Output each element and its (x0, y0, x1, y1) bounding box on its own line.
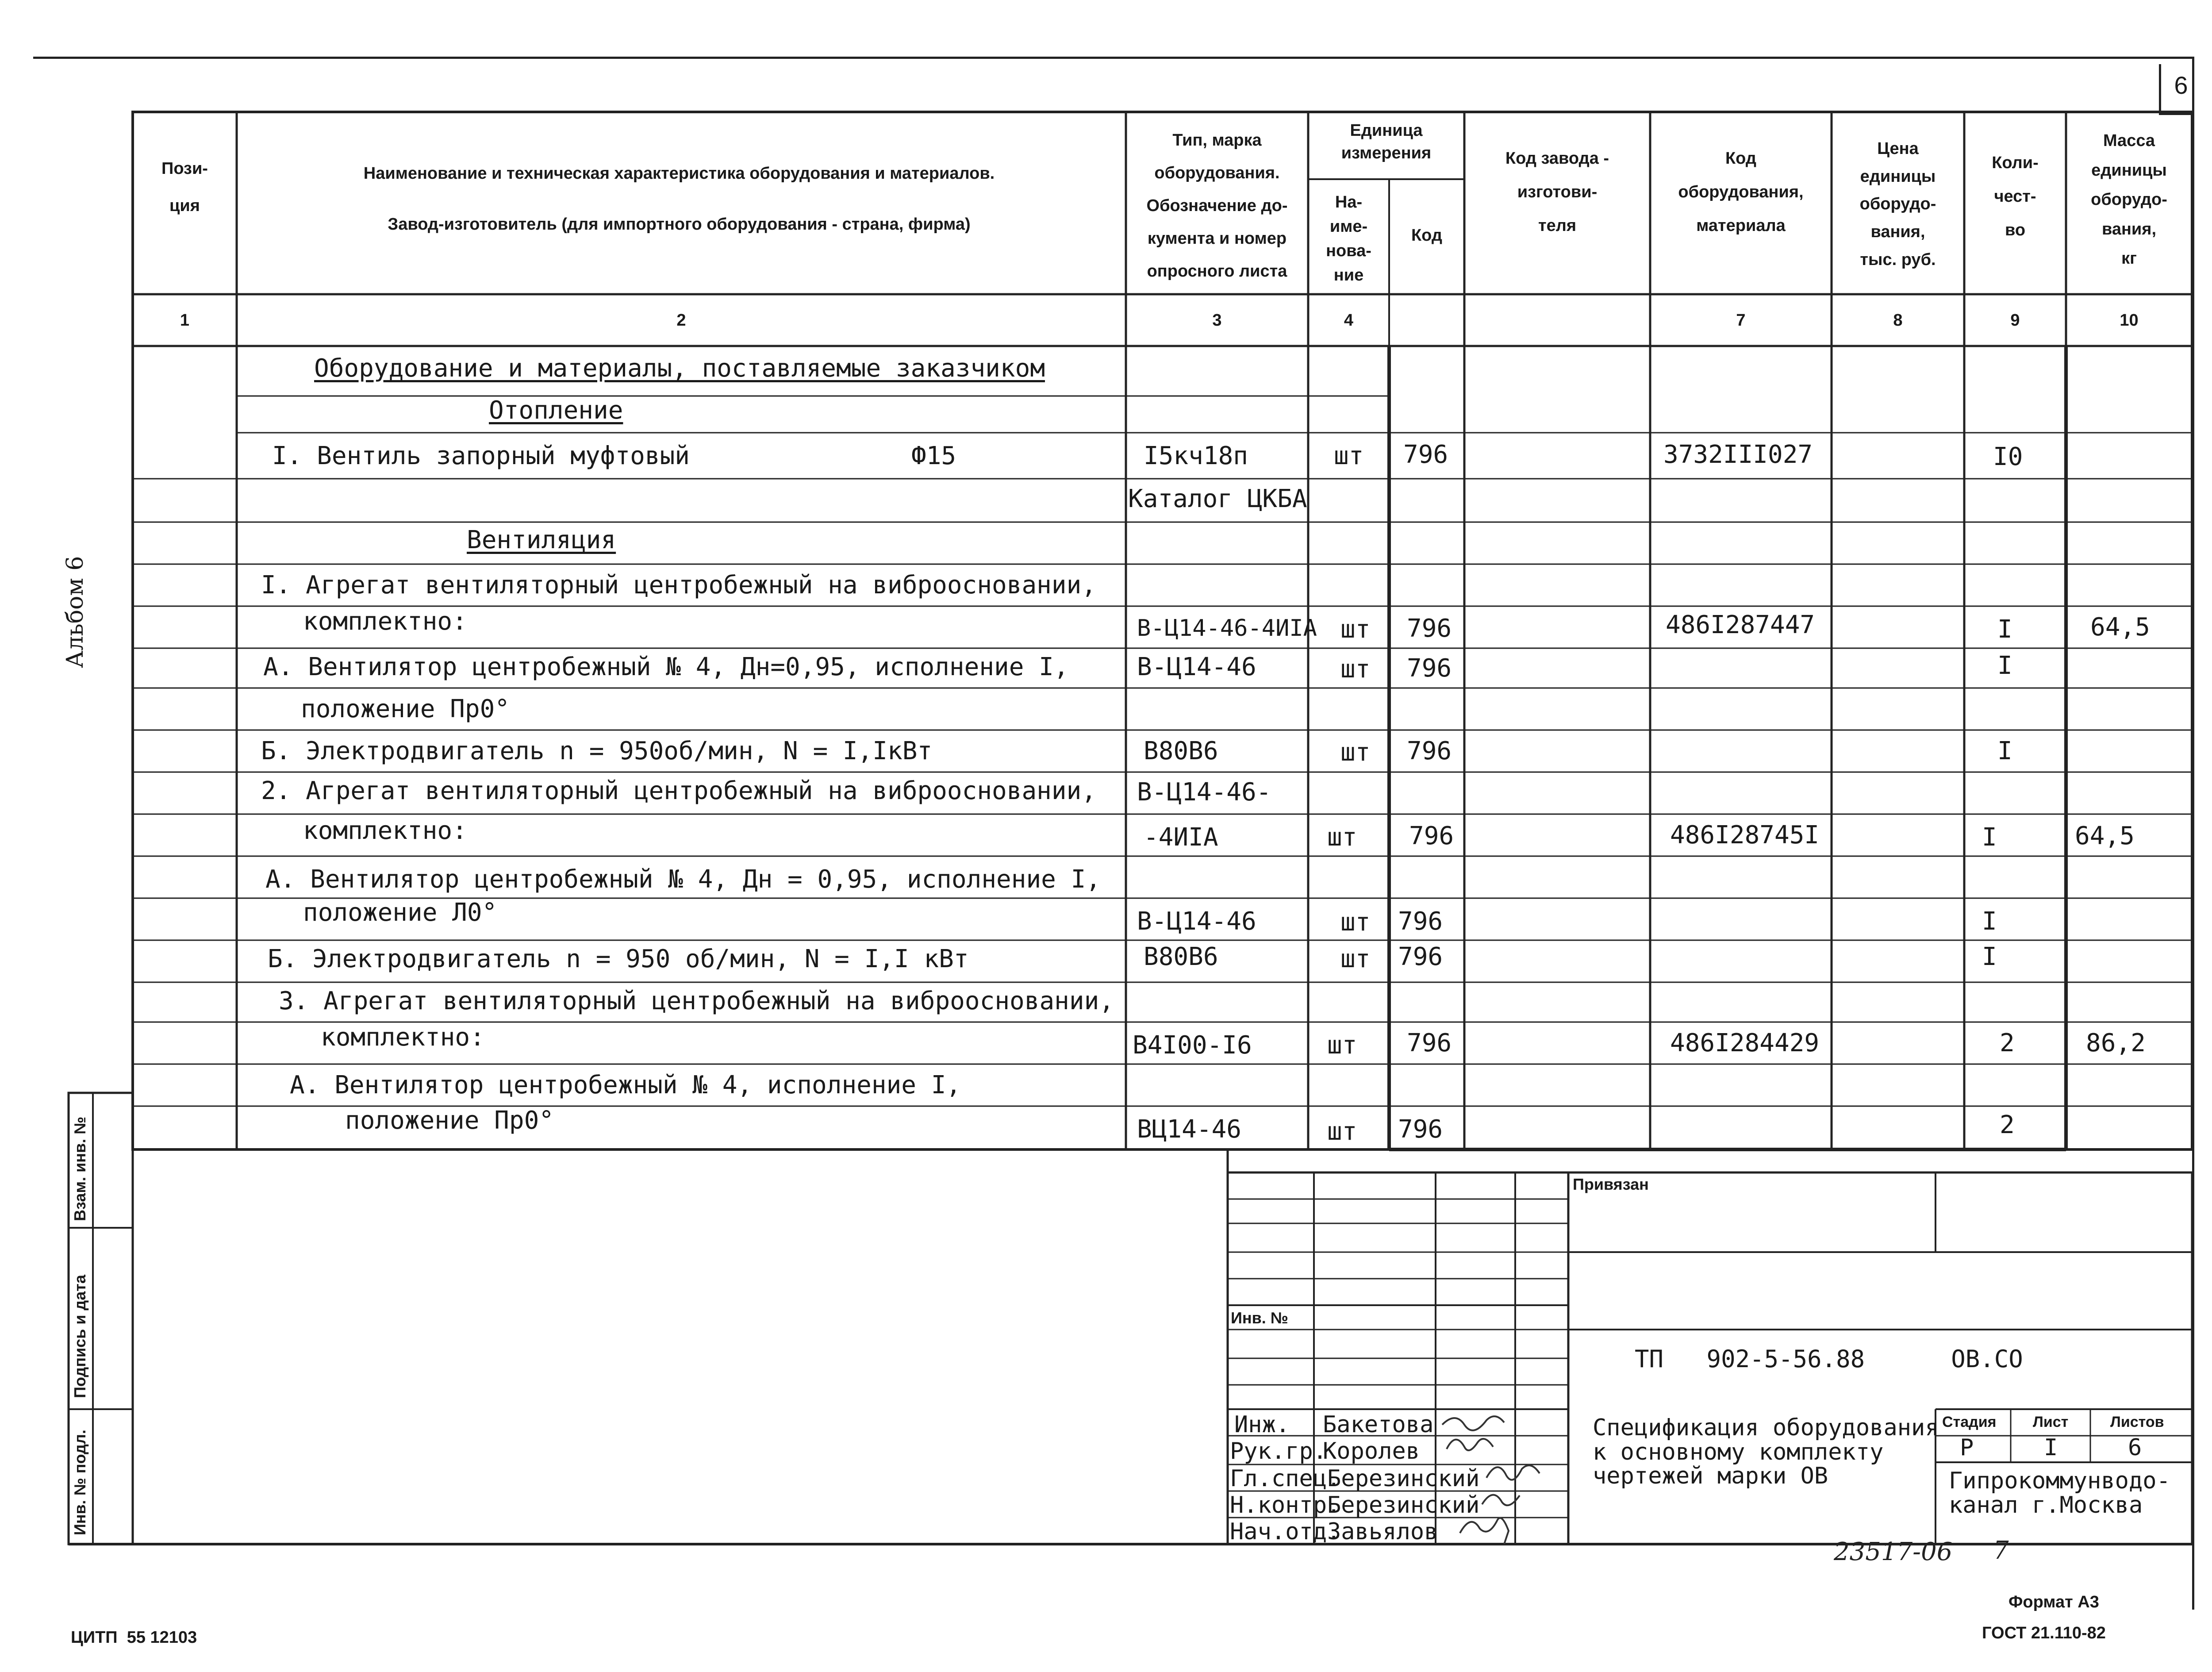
header-position: Пози- ция (161, 159, 208, 215)
row-motor2-code: 796 (1398, 942, 1443, 971)
sheet-number: 6 (2174, 71, 2188, 99)
row-motor2-unit: шт (1340, 945, 1371, 973)
row-motor1-unit: шт (1340, 738, 1371, 767)
row-fan1-type: В-Ц14-46 (1137, 653, 1256, 681)
side-stamp-vzam-inv: Взам. инв. № (71, 1116, 89, 1221)
row-catalog-type: Каталог ЦКБА (1128, 484, 1307, 513)
row-fan1-name: А. Вентилятор центробежный № 4, Дн=0,95, исполнение I, (263, 653, 1069, 681)
signer-name-5: Завьялов (1327, 1518, 1438, 1545)
section-title-customer: Оборудование и материалы, поставляемые заказчиком (314, 354, 1045, 383)
row-aggregate2-eq-code: 486I28745I (1670, 821, 1820, 849)
signer-role-3: Гл.спец. (1230, 1465, 1341, 1492)
col-number-9: 9 (2010, 311, 2020, 330)
side-stamp-signature-date: Подпись и дата (71, 1275, 89, 1398)
header-factory-code: Код завода - изготови- теля (1505, 149, 1609, 235)
header-unit-name: На- име- нова- ние (1326, 193, 1371, 285)
row-fan3-code: 796 (1398, 1115, 1443, 1144)
signature-scribbles (1433, 1407, 1579, 1549)
col-number-10: 10 (2120, 311, 2139, 330)
signer-role-1: Инж. (1234, 1411, 1290, 1438)
privyazan-label: Привязан (1573, 1175, 1649, 1193)
header-unit: Единица измерения (1341, 121, 1432, 163)
col-number-8: 8 (1893, 311, 1903, 330)
col-number-7: 7 (1736, 311, 1746, 330)
header-price: Цена единицы оборудо- вания, тыс. руб. (1859, 139, 1936, 269)
row-aggregate2-name: 2. Агрегат вентиляторный центробежный на виброосновании, (261, 776, 1097, 805)
row-motor2-qty: I (1982, 942, 1997, 971)
row-fan1-qty: I (1997, 651, 2012, 680)
inv-no-label: Инв. № (1231, 1309, 1288, 1327)
row-aggregate2-unit: шт (1327, 823, 1357, 852)
row-fan1-code: 796 (1407, 654, 1452, 683)
signer-name-4: Березинский (1327, 1492, 1480, 1518)
row-aggregate2-code: 796 (1409, 822, 1454, 850)
row-aggregate1-eq-code: 486I287447 (1666, 611, 1815, 639)
row-fan2-code: 796 (1398, 907, 1443, 936)
header-type: Тип, марка оборудования. Обозначение до- кумента и номер опросного листа (1146, 131, 1288, 281)
row-aggregate2-type1: В-Ц14-46- (1137, 778, 1271, 807)
row-aggregate3-complete: комплектно: (321, 1023, 485, 1052)
col-number-2: 2 (676, 311, 686, 330)
header-name-line1: Наименование и техническая характеристика оборудования и материалов. (363, 164, 995, 183)
row-fan2-type: В-Ц14-46 (1137, 907, 1256, 936)
row-valve-eq-code: 3732III027 (1663, 440, 1813, 469)
row-fan1-unit: шт (1340, 655, 1371, 684)
row-aggregate1-complete: комплектно: (303, 607, 467, 636)
side-stamp-inv-podl: Инв. № подл. (71, 1430, 89, 1535)
row-aggregate3-name: 3. Агрегат вентиляторный центробежный на виброосновании, (279, 987, 1114, 1015)
row-aggregate1-code: 796 (1407, 614, 1452, 643)
row-aggregate3-type: В4I00-I6 (1133, 1031, 1252, 1060)
row-fan3-type: ВЦ14-46 (1137, 1115, 1242, 1144)
gost-label: ГОСТ 21.110-82 (1982, 1624, 2106, 1642)
stamp-cipt: ЦИТП 55 12103 (71, 1628, 197, 1647)
row-aggregate2-mass: 64,5 (2075, 822, 2135, 850)
row-aggregate3-mass: 86,2 (2086, 1029, 2146, 1057)
row-aggregate2-complete: комплектно: (303, 816, 467, 845)
handwritten-number: 23517-06 (1834, 1537, 1953, 1566)
row-aggregate1-name: I. Агрегат вентиляторный центробежный на виброосновании, (261, 571, 1097, 600)
doc-code: ТП 902-5-56.88 ОВ.СО (1635, 1345, 2023, 1373)
col-number-3: 3 (1212, 311, 1222, 330)
signer-name-3: Березинский (1327, 1465, 1480, 1492)
album-label: Альбом 6 (62, 556, 88, 668)
row-fan2-unit: шт (1340, 908, 1371, 937)
row-motor1-name: Б. Электродвигатель n = 950об/мин, N = I,IкВт (261, 737, 933, 765)
row-valve-unit: шт (1334, 442, 1364, 470)
row-motor2-name: Б. Электродвигатель n = 950 об/мин, N = I,I кВт (268, 945, 969, 973)
row-fan2-qty: I (1982, 907, 1997, 936)
header-equipment-code: Код оборудования, материала (1678, 149, 1804, 235)
header-quantity: Коли- чест- во (1992, 154, 2039, 239)
row-aggregate1-mass: 64,5 (2090, 613, 2150, 642)
signer-name-2: Королев (1323, 1438, 1420, 1464)
sheets-value: 6 (2128, 1434, 2142, 1461)
sheet-value: I (2044, 1434, 2058, 1461)
row-aggregate1-type: В-Ц14-46-4ИIA (1137, 615, 1317, 642)
header-name-line2: Завод-изготовитель (для импортного оборудования - страна, фирма) (388, 215, 971, 234)
section-heating: Отопление (489, 396, 623, 425)
row-valve-type: I5кч18п (1144, 442, 1248, 470)
row-fan1-position: положение Пр0° (301, 695, 510, 723)
row-valve-diameter: Ф15 (911, 442, 956, 470)
signer-name-1: Бакетова (1323, 1411, 1434, 1438)
signer-role-2: Рук.гр. (1230, 1438, 1327, 1464)
signer-role-5: Нач.отд. (1230, 1518, 1341, 1545)
row-fan2-position: положение Л0° (303, 898, 497, 927)
row-motor1-qty: I (1997, 737, 2012, 765)
row-aggregate1-unit: шт (1340, 615, 1371, 644)
row-aggregate1-qty: I (1997, 615, 2012, 644)
stage-value: Р (1960, 1434, 1974, 1461)
handwritten-sheet: 7 (1993, 1536, 2009, 1565)
sheet-label: Лист (2033, 1414, 2069, 1430)
section-ventilation: Вентиляция (467, 526, 616, 554)
sheets-label: Листов (2110, 1414, 2164, 1430)
row-fan2-name: А. Вентилятор центробежный № 4, Дн = 0,95, исполнение I, (265, 865, 1101, 894)
signer-role-4: Н.контр. (1230, 1492, 1341, 1518)
header-mass: Масса единицы оборудо- вания, кг (2091, 131, 2167, 268)
row-fan3-name: А. Вентилятор центробежный № 4, исполнение I, (290, 1071, 961, 1099)
row-aggregate3-eq-code: 486I284429 (1670, 1029, 1820, 1057)
row-fan3-qty: 2 (2000, 1111, 2015, 1139)
row-motor1-code: 796 (1407, 737, 1452, 765)
row-valve-qty: I0 (1993, 442, 2023, 471)
row-aggregate2-qty: I (1982, 823, 1997, 852)
spec-title: Спецификация оборудования к основному комплекту чертежей марки ОВ (1593, 1414, 1939, 1490)
col-number-4: 4 (1344, 311, 1354, 330)
col-number-1: 1 (180, 311, 190, 330)
row-aggregate3-unit: шт (1327, 1031, 1357, 1060)
row-motor2-type: В80В6 (1144, 942, 1218, 971)
row-aggregate3-qty: 2 (2000, 1029, 2015, 1057)
format-label: Формат А3 (2008, 1593, 2099, 1611)
organization: Гипрокоммунводо- канал г.Москва (1949, 1468, 2170, 1518)
row-valve-name: I. Вентиль запорный муфтовый (272, 442, 690, 470)
row-aggregate2-type2: -4ИIA (1144, 823, 1218, 852)
stage-label: Стадия (1942, 1414, 1997, 1430)
row-fan3-unit: шт (1327, 1117, 1357, 1146)
row-aggregate3-code: 796 (1407, 1029, 1452, 1057)
row-valve-code: 796 (1403, 440, 1448, 469)
header-unit-code: Код (1411, 226, 1443, 245)
row-motor1-type: В80В6 (1144, 737, 1218, 765)
row-fan3-position: положение Пр0° (345, 1106, 554, 1135)
